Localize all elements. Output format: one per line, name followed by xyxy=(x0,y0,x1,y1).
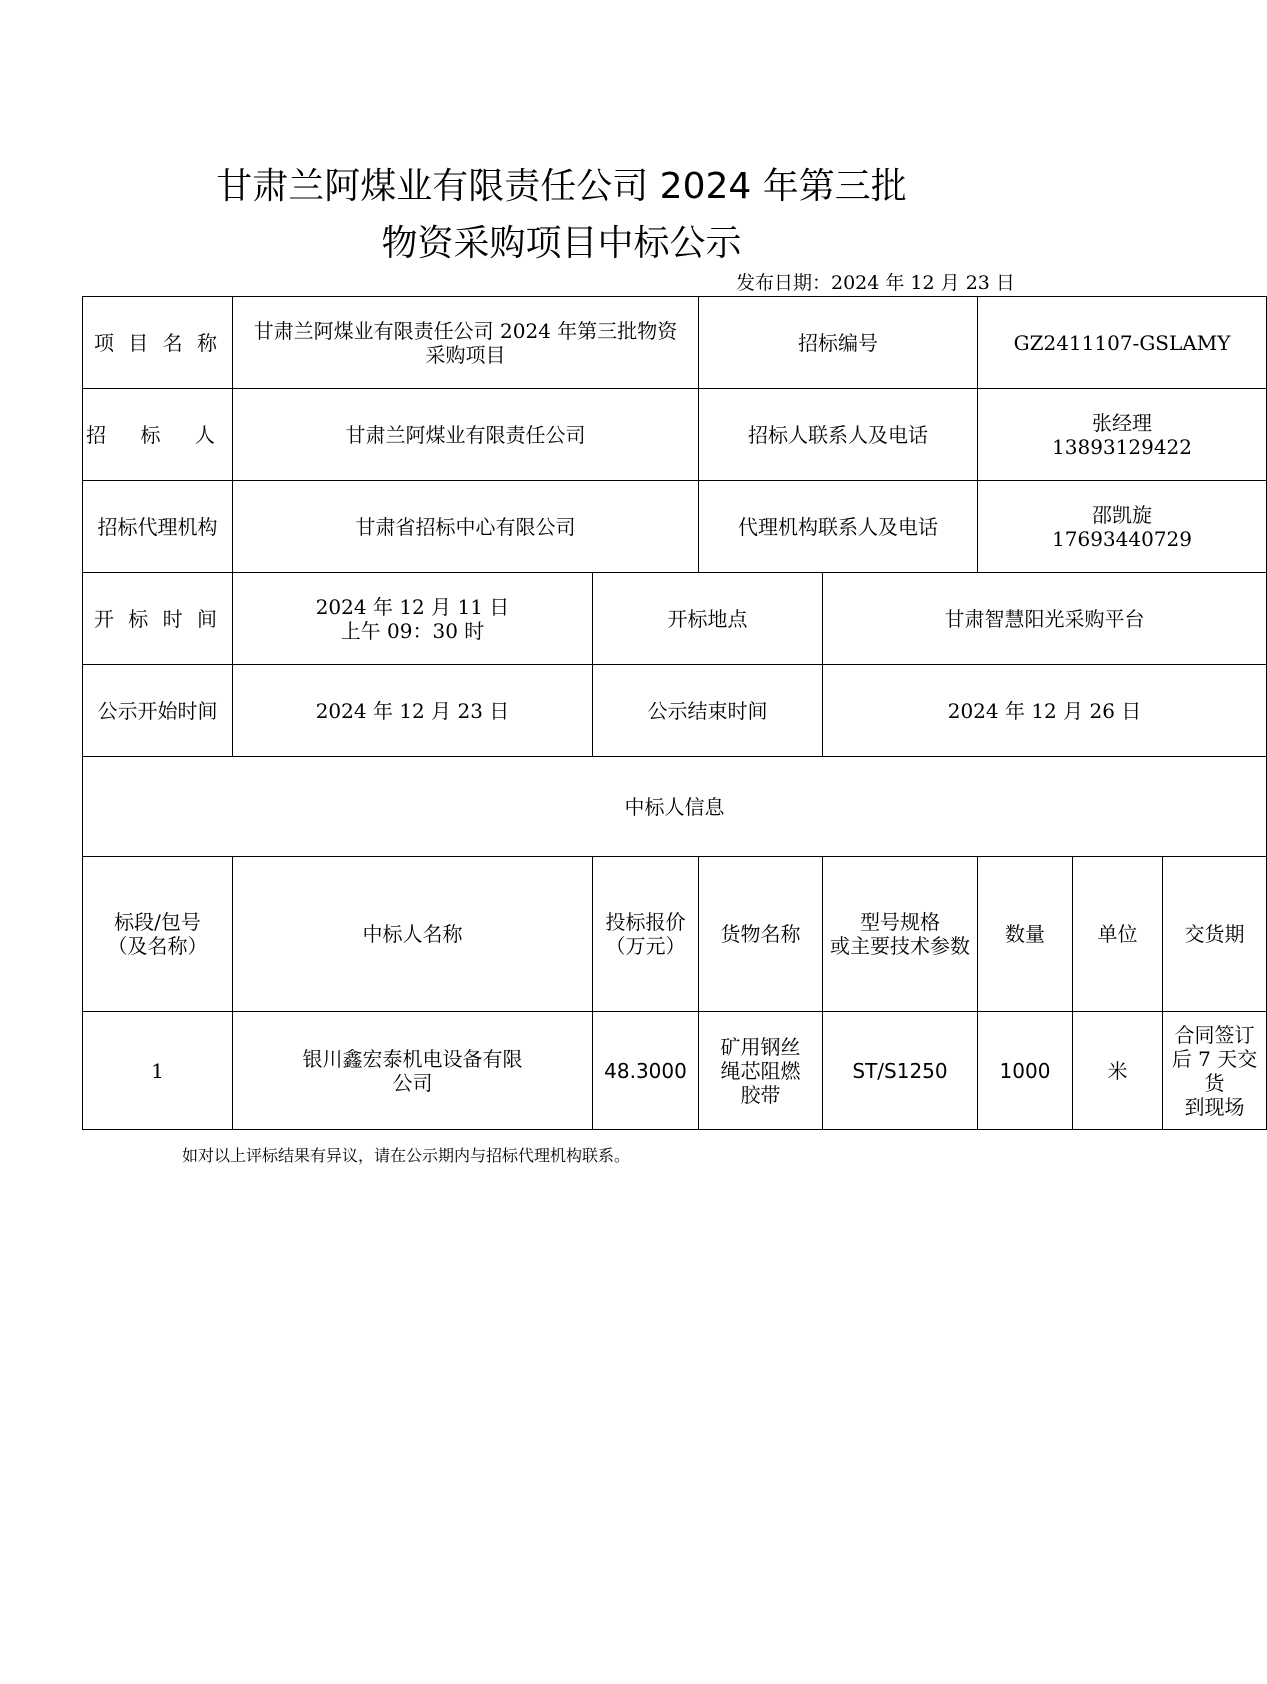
tenderer-contact-label: 招标人联系人及电话 xyxy=(699,389,978,481)
header-winner-name: 中标人名称 xyxy=(233,857,593,1012)
opening-time-label: 开 标 时 间 xyxy=(83,573,233,665)
tenderer-value: 甘肃兰阿煤业有限责任公司 xyxy=(233,389,699,481)
row-winner-name: 银川鑫宏泰机电设备有限 公司 xyxy=(233,1012,593,1130)
row-spec: ST/S1250 xyxy=(823,1012,978,1130)
row-price: 48.3000 xyxy=(593,1012,699,1130)
document-title-line2: 物资采购项目中标公示 xyxy=(381,223,742,264)
notice-end-label: 公示结束时间 xyxy=(593,665,823,757)
notice-start-value: 2024 年 12 月 23 日 xyxy=(233,665,593,757)
header-unit: 单位 xyxy=(1073,857,1163,1012)
agency-value: 甘肃省招标中心有限公司 xyxy=(233,481,699,573)
header-quantity: 数量 xyxy=(978,857,1073,1012)
tender-no-label: 招标编号 xyxy=(699,297,978,389)
agency-label: 招标代理机构 xyxy=(83,481,233,573)
notice-start-label: 公示开始时间 xyxy=(83,665,233,757)
document-title-line1: 甘肃兰阿煤业有限责任公司 2024 年第三批 xyxy=(216,166,907,207)
header-spec: 型号规格 或主要技术参数 xyxy=(823,857,978,1012)
notice-period-row xyxy=(83,665,1267,757)
opening-row xyxy=(83,573,1267,665)
header-goods: 货物名称 xyxy=(699,857,823,1012)
header-lot: 标段/包号 （及名称） xyxy=(83,857,233,1012)
agency-contact-value: 邵凯旋 17693440729 xyxy=(978,481,1267,573)
objection-footnote: 如对以上评标结果有异议，请在公示期内与招标代理机构联系。 xyxy=(182,1146,631,1165)
publish-date: 发布日期：2024 年 12 月 23 日 xyxy=(736,272,1015,294)
opening-place-value: 甘肃智慧阳光采购平台 xyxy=(823,573,1267,665)
row-delivery: 合同签订 后 7 天交货 到现场 xyxy=(1163,1012,1267,1130)
tenderer-contact-value: 张经理 13893129422 xyxy=(978,389,1267,481)
project-name-row xyxy=(83,297,1267,389)
header-price: 投标报价 （万元） xyxy=(593,857,699,1012)
agency-row xyxy=(83,481,1267,573)
notice-end-value: 2024 年 12 月 26 日 xyxy=(823,665,1267,757)
opening-time-value: 2024 年 12 月 11 日 上午 09：30 时 xyxy=(233,573,593,665)
winner-section-title: 中标人信息 xyxy=(83,757,1267,857)
row-quantity: 1000 xyxy=(978,1012,1073,1130)
project-name-label: 项 目 名 称 xyxy=(83,297,233,389)
tenderer-label: 招 标 人 xyxy=(83,389,233,481)
row-goods: 矿用钢丝 绳芯阻燃 胶带 xyxy=(699,1012,823,1130)
tender-no-value: GZ2411107-GSLAMY xyxy=(978,297,1267,389)
award-notice-table xyxy=(82,296,1267,1130)
agency-contact-label: 代理机构联系人及电话 xyxy=(699,481,978,573)
winner-table-header xyxy=(83,857,1267,1012)
opening-place-label: 开标地点 xyxy=(593,573,823,665)
row-lot: 1 xyxy=(83,1012,233,1130)
winner-section-row xyxy=(83,757,1267,857)
tenderer-row xyxy=(83,389,1267,481)
table-row xyxy=(83,1012,1267,1130)
header-delivery: 交货期 xyxy=(1163,857,1267,1012)
row-unit: 米 xyxy=(1073,1012,1163,1130)
project-name-value: 甘肃兰阿煤业有限责任公司 2024 年第三批物资 采购项目 xyxy=(233,297,699,389)
